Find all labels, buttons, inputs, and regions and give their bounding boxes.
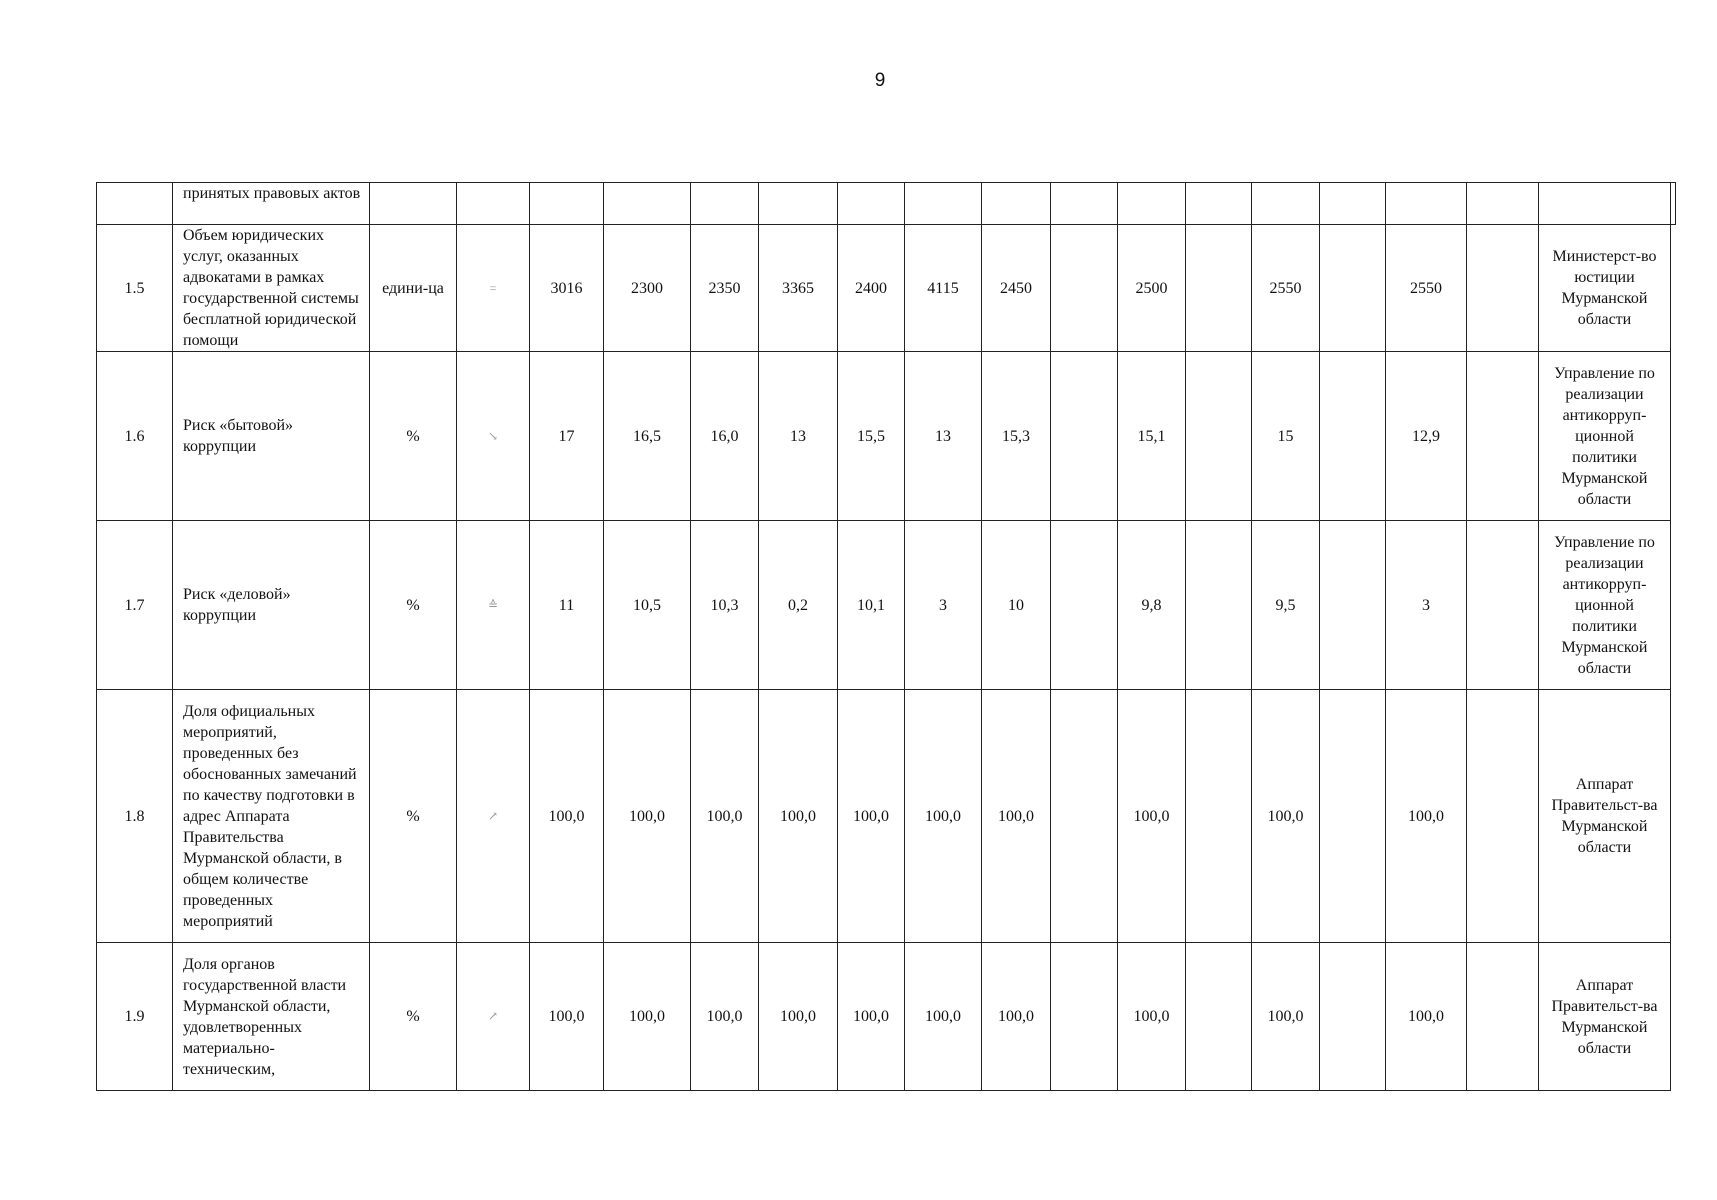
value-cell: [759, 183, 838, 225]
value-cell: [1051, 183, 1118, 225]
trend-cell: ↘: [457, 352, 530, 521]
table-row: [97, 352, 1676, 521]
value-cell: [1051, 943, 1118, 1091]
value-cell: [1186, 225, 1252, 352]
value-cell: 15: [1252, 352, 1320, 521]
responsible-cell: Управление по реализации антикорруп-ционной политики Мурманской области: [1539, 352, 1671, 521]
unit-cell: %: [370, 943, 457, 1091]
value-cell: [1186, 352, 1252, 521]
value-cell: 2550: [1386, 225, 1467, 352]
value-cell: 100,0: [905, 943, 982, 1091]
value-cell: [982, 183, 1051, 225]
value-cell: [530, 183, 604, 225]
value-cell: 100,0: [838, 690, 905, 943]
table-row: [97, 943, 1676, 1091]
value-cell: 2350: [691, 225, 759, 352]
indicator-name-cell: Риск «бытовой» коррупции: [173, 352, 370, 521]
unit-cell: едини-ца: [370, 225, 457, 352]
table-row: [97, 690, 1676, 943]
value-cell: 100,0: [604, 943, 691, 1091]
value-cell: [691, 183, 759, 225]
value-cell: 3: [905, 521, 982, 690]
table-row: [97, 521, 1676, 690]
value-cell: 15,1: [1118, 352, 1186, 521]
value-cell: 2500: [1118, 225, 1186, 352]
row-number-cell: 1.5: [97, 225, 173, 352]
value-cell: [1320, 225, 1386, 352]
row-number-cell: 1.8: [97, 690, 173, 943]
value-cell: [905, 183, 982, 225]
indicator-name-cell: принятых правовых актов: [173, 183, 370, 225]
value-cell: 2400: [838, 225, 905, 352]
responsible-cell: Аппарат Правительст-ва Мурманской области: [1539, 943, 1671, 1091]
value-cell: [1467, 352, 1539, 521]
value-cell: 15,3: [982, 352, 1051, 521]
trend-cell: =: [457, 225, 530, 352]
value-cell: 16,0: [691, 352, 759, 521]
value-cell: [1467, 183, 1539, 225]
unit-cell: %: [370, 690, 457, 943]
value-cell: 2550: [1252, 225, 1320, 352]
value-cell: 100,0: [838, 943, 905, 1091]
value-cell: 100,0: [691, 943, 759, 1091]
value-cell: [1051, 690, 1118, 943]
value-cell: 100,0: [982, 943, 1051, 1091]
value-cell: 100,0: [905, 690, 982, 943]
value-cell: 0,2: [759, 521, 838, 690]
value-cell: 100,0: [1252, 690, 1320, 943]
value-cell: [838, 183, 905, 225]
value-cell: [1186, 521, 1252, 690]
responsible-cell: Управление по реализации антикорруп-ционной политики Мурманской области: [1539, 521, 1671, 690]
value-cell: 100,0: [1118, 943, 1186, 1091]
value-cell: 100,0: [604, 690, 691, 943]
indicator-name-cell: Доля органов государственной власти Мурманской области, удовлетворенных материально-техническим,: [173, 943, 370, 1091]
indicator-name-cell: Доля официальных мероприятий, проведенных без обоснованных замечаний по качеству подготовки в адрес Аппарата Правительства Мурманской области, в общем количестве проведенных мероприятий: [173, 690, 370, 943]
value-cell: [1467, 943, 1539, 1091]
value-cell: [1386, 183, 1467, 225]
value-cell: 100,0: [759, 690, 838, 943]
value-cell: 10: [982, 521, 1051, 690]
row-number-cell: [97, 183, 173, 225]
table-row: [97, 183, 1676, 225]
value-cell: [1467, 521, 1539, 690]
value-cell: 3016: [530, 225, 604, 352]
unit-cell: [370, 183, 457, 225]
value-cell: [1467, 690, 1539, 943]
value-cell: [1186, 690, 1252, 943]
table-row: [97, 225, 1676, 352]
trend-cell: ≙: [457, 521, 530, 690]
value-cell: 3: [1386, 521, 1467, 690]
value-cell: 2450: [982, 225, 1051, 352]
value-cell: [1320, 521, 1386, 690]
indicator-name-cell: Объем юридических услуг, оказанных адвокатами в рамках государственной системы бесплатной юридической помощи: [173, 225, 370, 352]
value-cell: [1252, 183, 1320, 225]
value-cell: [1051, 521, 1118, 690]
responsible-cell: Министерст-во юстиции Мурманской области: [1539, 225, 1671, 352]
value-cell: 100,0: [1252, 943, 1320, 1091]
value-cell: 3365: [759, 225, 838, 352]
responsible-cell: Аппарат Правительст-ва Мурманской области: [1539, 690, 1671, 943]
value-cell: 4115: [905, 225, 982, 352]
value-cell: 9,8: [1118, 521, 1186, 690]
responsible-cell: [1671, 183, 1676, 225]
value-cell: [1320, 352, 1386, 521]
value-cell: 11: [530, 521, 604, 690]
row-number-cell: 1.6: [97, 352, 173, 521]
value-cell: [1467, 225, 1539, 352]
value-cell: [1320, 943, 1386, 1091]
trend-cell: ↗: [457, 690, 530, 943]
trend-cell: [457, 183, 530, 225]
value-cell: 10,3: [691, 521, 759, 690]
value-cell: 100,0: [759, 943, 838, 1091]
value-cell: 13: [905, 352, 982, 521]
value-cell: [1051, 225, 1118, 352]
value-cell: 16,5: [604, 352, 691, 521]
page-number: 9: [874, 70, 886, 91]
value-cell: 2300: [604, 225, 691, 352]
row-number-cell: 1.7: [97, 521, 173, 690]
value-cell: 10,5: [604, 521, 691, 690]
value-cell: 15,5: [838, 352, 905, 521]
value-cell: 17: [530, 352, 604, 521]
value-cell: 100,0: [530, 690, 604, 943]
indicator-name-cell: Риск «деловой» коррупции: [173, 521, 370, 690]
value-cell: 100,0: [1118, 690, 1186, 943]
value-cell: 100,0: [1386, 943, 1467, 1091]
value-cell: 100,0: [1386, 690, 1467, 943]
value-cell: 13: [759, 352, 838, 521]
row-number-cell: 1.9: [97, 943, 173, 1091]
value-cell: [1186, 183, 1252, 225]
value-cell: [1186, 943, 1252, 1091]
unit-cell: %: [370, 521, 457, 690]
trend-cell: ↗: [457, 943, 530, 1091]
value-cell: [1051, 352, 1118, 521]
value-cell: 100,0: [530, 943, 604, 1091]
value-cell: [604, 183, 691, 225]
indicators-table: [96, 182, 1676, 1091]
value-cell: 9,5: [1252, 521, 1320, 690]
unit-cell: %: [370, 352, 457, 521]
value-cell: 10,1: [838, 521, 905, 690]
value-cell: 12,9: [1386, 352, 1467, 521]
value-cell: [1320, 183, 1386, 225]
value-cell: 100,0: [691, 690, 759, 943]
value-cell: 100,0: [982, 690, 1051, 943]
value-cell: [1320, 690, 1386, 943]
value-cell: [1539, 183, 1671, 225]
value-cell: [1118, 183, 1186, 225]
